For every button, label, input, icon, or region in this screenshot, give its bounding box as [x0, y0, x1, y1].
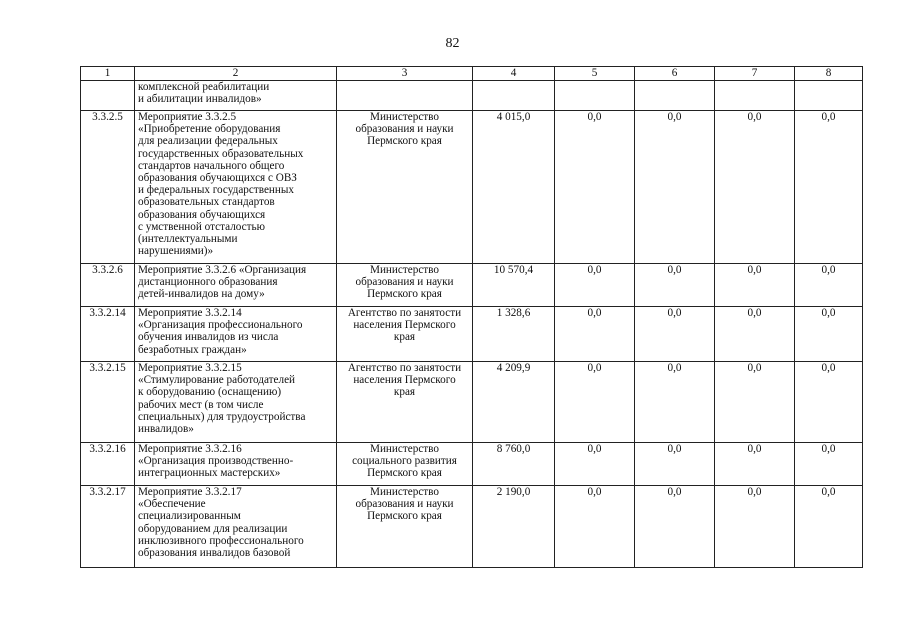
- responsible-organization-line: социального развития: [352, 455, 457, 468]
- activity-name-line: Мероприятие 3.3.2.15: [138, 362, 242, 374]
- activity-name-line: детей-инвалидов на дому»: [138, 288, 265, 301]
- activity-name-line: рабочих мест (в том числе: [138, 398, 264, 411]
- activity-name: [135, 486, 337, 568]
- activity-name: [135, 362, 337, 443]
- value-col5: 0,0: [555, 307, 635, 362]
- activity-number: 3.3.2.17: [81, 486, 135, 568]
- activity-name: [135, 307, 337, 362]
- activity-name-line: и абилитации инвалидов»: [138, 93, 262, 106]
- activity-name-line: (интеллектуальными: [138, 233, 238, 246]
- responsible-organization-line: Министерство: [370, 111, 439, 123]
- value-col6: 0,0: [635, 307, 715, 362]
- amount-cell: 1 328,6: [473, 307, 555, 362]
- responsible-organization-line: Агентство по занятости: [347, 362, 462, 374]
- responsible-organization-line: Министерство: [370, 264, 439, 276]
- activity-name-line: «Обеспечение: [138, 498, 206, 511]
- amount-cell: [473, 81, 555, 111]
- activity-name-line: инвалидов»: [138, 423, 194, 436]
- value-col7: 0,0: [715, 486, 795, 568]
- table-row: [81, 307, 863, 362]
- responsible-organization-line: образования и науки: [355, 498, 454, 511]
- value-col7: 0,0: [715, 443, 795, 486]
- responsible-organization-line: края: [393, 386, 416, 399]
- activity-number: 3.3.2.5: [81, 111, 135, 264]
- responsible-organization: [337, 81, 473, 111]
- activity-name-line: образования обучающихся: [138, 208, 266, 221]
- activity-name-line: нарушениями)»: [138, 245, 214, 258]
- value-col7: 0,0: [715, 307, 795, 362]
- table-row: [81, 111, 863, 264]
- value-col8: 0,0: [795, 443, 863, 486]
- activity-number: 3.3.2.6: [81, 264, 135, 307]
- activity-name-line: стандартов начального общего: [138, 159, 285, 172]
- responsible-organization: [337, 264, 473, 307]
- value-col7: 0,0: [715, 264, 795, 307]
- activity-name-line: «Стимулирование работодателей: [138, 374, 296, 387]
- value-col6: 0,0: [635, 264, 715, 307]
- value-col5: [555, 81, 635, 111]
- activity-name-line: образования обучающихся с ОВЗ: [138, 172, 297, 185]
- responsible-organization: [337, 486, 473, 568]
- responsible-organization-line: образования и науки: [355, 276, 454, 289]
- responsible-organization-line: Пермского края: [367, 135, 442, 148]
- activity-number: 3.3.2.15: [81, 362, 135, 443]
- table-row: [81, 443, 863, 486]
- value-col5: 0,0: [555, 111, 635, 264]
- activity-name-line: с умственной отсталостью: [138, 220, 265, 233]
- responsible-organization: [337, 111, 473, 264]
- value-col6: 0,0: [635, 362, 715, 443]
- activity-name: [135, 443, 337, 486]
- column-header-8: 8: [795, 67, 863, 81]
- activity-name-line: образования инвалидов базовой: [138, 547, 291, 560]
- responsible-organization: [337, 307, 473, 362]
- responsible-organization-line: Пермского края: [367, 288, 442, 301]
- value-col6: 0,0: [635, 486, 715, 568]
- responsible-organization-line: Министерство: [370, 486, 439, 498]
- value-col7: [715, 81, 795, 111]
- amount-cell: 2 190,0: [473, 486, 555, 568]
- value-col5: 0,0: [555, 362, 635, 443]
- value-col8: [795, 81, 863, 111]
- column-header-2: 2: [135, 67, 337, 81]
- activity-name-line: «Организация производственно-: [138, 455, 294, 468]
- value-col7: 0,0: [715, 111, 795, 264]
- column-header-4: 4: [473, 67, 555, 81]
- column-header-7: 7: [715, 67, 795, 81]
- activity-name-line: «Приобретение оборудования: [138, 123, 281, 136]
- column-header-3: 3: [337, 67, 473, 81]
- activity-name-line: и федеральных государственных: [138, 184, 295, 197]
- page-number: 82: [445, 36, 460, 51]
- amount-cell: 4 015,0: [473, 111, 555, 264]
- activity-name-line: безработных граждан»: [138, 343, 247, 356]
- activity-name-line: специализированным: [138, 510, 241, 523]
- activity-name-line: Мероприятие 3.3.2.6 «Организация: [138, 264, 307, 276]
- responsible-organization-line: населения Пермского: [353, 319, 456, 332]
- activity-name: [135, 111, 337, 264]
- program-activities-table: [80, 66, 863, 568]
- value-col5: 0,0: [555, 443, 635, 486]
- activity-name: [135, 264, 337, 307]
- amount-cell: 4 209,9: [473, 362, 555, 443]
- activity-name-line: оборудованием для реализации: [138, 522, 288, 535]
- activity-name-line: для реализации федеральных: [138, 135, 278, 148]
- activity-name-line: инклюзивного профессионального: [138, 534, 304, 547]
- responsible-organization: [337, 362, 473, 443]
- column-header-6: 6: [635, 67, 715, 81]
- activity-name-line: специальных) для трудоустройства: [138, 410, 306, 423]
- activity-name-line: комплексной реабилитации: [138, 81, 270, 93]
- responsible-organization-line: населения Пермского: [353, 374, 456, 387]
- activity-name-line: образовательных стандартов: [138, 196, 275, 209]
- activity-name-line: дистанционного образования: [138, 276, 278, 289]
- activity-name-line: Мероприятие 3.3.2.5: [138, 111, 237, 123]
- amount-cell: 10 570,4: [473, 264, 555, 307]
- activity-name: [135, 81, 337, 111]
- value-col7: 0,0: [715, 362, 795, 443]
- value-col5: 0,0: [555, 264, 635, 307]
- activity-name-line: Мероприятие 3.3.2.16: [138, 443, 242, 455]
- value-col8: 0,0: [795, 307, 863, 362]
- activity-number: [81, 81, 135, 111]
- value-col8: 0,0: [795, 362, 863, 443]
- activity-name-line: к оборудованию (оснащению): [138, 386, 282, 399]
- table-row: [81, 81, 863, 111]
- responsible-organization-line: Министерство: [370, 443, 439, 455]
- value-col6: 0,0: [635, 443, 715, 486]
- responsible-organization-line: Агентство по занятости: [347, 307, 462, 319]
- value-col6: [635, 81, 715, 111]
- activity-number: 3.3.2.16: [81, 443, 135, 486]
- table-row: [81, 264, 863, 307]
- activity-name-line: Мероприятие 3.3.2.14: [138, 307, 242, 319]
- responsible-organization-line: Пермского края: [367, 510, 442, 523]
- activity-name-line: обучения инвалидов из числа: [138, 331, 279, 344]
- responsible-organization-line: образования и науки: [355, 123, 454, 136]
- activity-name-line: интеграционных мастерских»: [138, 467, 281, 480]
- amount-cell: 8 760,0: [473, 443, 555, 486]
- header-row: [81, 67, 863, 81]
- column-header-1: 1: [81, 67, 135, 81]
- value-col8: 0,0: [795, 486, 863, 568]
- activity-name-line: Мероприятие 3.3.2.17: [138, 486, 242, 498]
- column-header-5: 5: [555, 67, 635, 81]
- value-col5: 0,0: [555, 486, 635, 568]
- responsible-organization-line: края: [393, 331, 416, 344]
- responsible-organization-line: Пермского края: [367, 467, 442, 480]
- activity-name-line: государственных образовательных: [138, 147, 304, 160]
- activity-name-line: «Организация профессионального: [138, 319, 303, 332]
- value-col8: 0,0: [795, 111, 863, 264]
- value-col6: 0,0: [635, 111, 715, 264]
- value-col8: 0,0: [795, 264, 863, 307]
- table-body: [81, 81, 863, 568]
- table-row: [81, 486, 863, 568]
- responsible-organization: [337, 443, 473, 486]
- table-row: [81, 362, 863, 443]
- activity-number: 3.3.2.14: [81, 307, 135, 362]
